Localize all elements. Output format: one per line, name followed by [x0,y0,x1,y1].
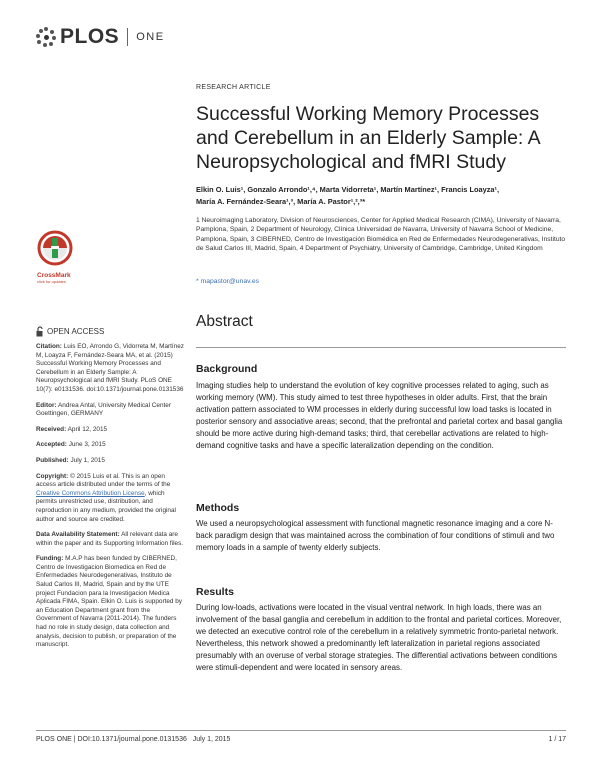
editor-text: Andrea Antal, University Medical Center Goettingen, GERMANY [36,401,171,418]
article-title: Successful Working Memory Processes and Cerebellum in an Elderly Sample: A Neuropsychological and fMRI Study [196,103,540,173]
accepted-date: June 3, 2015 [68,441,106,449]
logo-text: PLOS [60,25,120,48]
open-access-label: OPEN ACCESS [47,327,105,336]
citation-label: Citation: [36,343,62,350]
article-type: RESEARCH ARTICLE [196,84,271,91]
logo-divider [127,28,128,46]
license-link[interactable]: Creative Commons Attribution License [36,489,145,497]
methods-heading: Methods [196,502,240,514]
data-availability [36,531,186,548]
citation-text: Luis EO, Arrondo G, Vidorreta M, Martínez M, Loayza F, Fernández-Seara MA, et al. (2015) Successful Working Memory Processes and Cerebellum in an Elderly Sample: A Neuropsychological and fMRI Study. PLoS ONE 10(7): e0131536. doi:10.1371/journal.pone.0131536 [36,343,184,393]
funding [36,555,186,650]
background-text: Imaging studies help to understand the evolution of key cognitive processes related to aging, such as working memory (WM). This study aimed to test three hypotheses in older adults. First, that the brain activation pattern associated to WM processes in elderly during successful low load tasks is located in posterior sensory and associative areas; second, that the prefrontal and parietal cortex and basal ganglia should be more active during high-demand tasks; third, that cerebellar activations are related to high-demand cognitive tasks and have a specific lateralization depending on the condition. [196,381,563,451]
editor-label: Editor: [36,401,57,409]
footer-rule [36,730,566,731]
received [36,426,186,435]
data-availability-label: Data Availability Statement: [36,531,120,539]
copyright-text: © 2015 Luis et al. This is an open access article distributed under the terms of the [36,472,171,489]
received-label: Received: [36,425,67,433]
plos-one-logo[interactable] [36,22,165,52]
crossmark-icon [37,230,73,266]
authors-line-1: Elkin O. Luis¹, Gonzalo Arrondo¹,⁴, Marta Vidorreta¹, Martín Martínez¹, Francis Loayza¹, [196,185,500,194]
abstract-heading: Abstract [196,313,253,330]
open-access [36,326,104,337]
crossmark-label: CrossMark [37,272,71,279]
accepted-label: Accepted: [36,441,67,449]
results-heading: Results [196,586,234,598]
page-number: 1 / 17 [548,736,566,743]
abstract-rule [196,347,566,348]
data-availability-text: All relevant data are within the paper and its Supporting Information files. [36,531,184,547]
editor [36,402,186,419]
received-date: April 12, 2015 [67,425,108,433]
author-list [196,184,566,207]
funding-label: Funding: [36,555,64,563]
accepted [36,441,186,450]
methods-text: We used a neuropsychological assessment with functional magnetic resonance imaging and a core N-back paradigm design that was maintained across the combination of four conditions of stimuli and two memory loads in a sample of twenty elderly subjects. [196,519,555,553]
citation [36,343,186,395]
footer-citation: PLOS ONE | DOI:10.1371/journal.pone.0131536 July 1, 2015 [36,736,231,743]
article-metadata [36,343,186,657]
copyright [36,473,186,525]
corresponding-email[interactable]: * mapastor@unav.es [196,278,260,285]
background-heading: Background [196,363,258,375]
results-text: During low-loads, activations were located in the visual ventral network. In high loads, there was an involvement of the basal ganglia and cerebellum in addition to the frontal and parietal cortices. Moreover, we detected an executive control role of the cerebellum in a relatively symmetric fronto-parietal network. Nevertheless, this network showed a predominantly left lateralization in parietal regions associated presumably with an overuse of verbal storage strategies. The differential activations between conditions were stimuli-dependent and were located in sensory areas. [196,603,562,673]
authors-line-2: María A. Fernández-Seara¹,³, María A. Pastor¹,²,³* [196,196,366,206]
affiliations: 1 Neuroimaging Laboratory, Division of Neurosciences, Center for Applied Medical Research (CIMA), University of Navarra, Pamplona, Spain, 2 Department of Neurology, Clínica Universidad de Navarra, University of Navarra School of Medicine, Pamplona, Spain, 3 CIBERNED, Centro de Investigación Biomédica en Red de Enfermedades Neurodegenerativas, Instituto de Salud Carlos III, Madrid, Spain, 4 Department of Psychiatry, University of Cambridge, Cambridge, United Kingdom [196,217,566,253]
open-lock-icon [36,326,44,337]
copyright-label: Copyright: [36,472,69,480]
published [36,457,186,466]
crossmark-badge[interactable] [37,230,73,284]
crossmark-sublabel: click for updates [37,279,66,284]
copyright-text-end: , which permits unrestricted use, distribution, and reproduction in any medium, provided the original author and source are credited. [36,489,176,523]
journal-name: ONE [136,31,165,43]
plos-dots-icon [36,27,56,47]
funding-text: M.A.P has been funded by CIBERNED, Centro de Investigacion Biomedica en Red de Enfermedades Neurodegenerativas, Instituto de Salud Carlos III, Madrid, Spain and by the UTE project Fundacion para la Investigacion Medica Aplicada FIMA, Spain. Elkin O. Luis is supported by an Education Department grant from the Government of Navarra (2011-2014). The funders had no role in study design, data collection and analysis, decision to publish, or preparation of the manuscript. [36,555,182,649]
published-date: July 1, 2015 [70,456,105,464]
published-label: Published: [36,456,69,464]
